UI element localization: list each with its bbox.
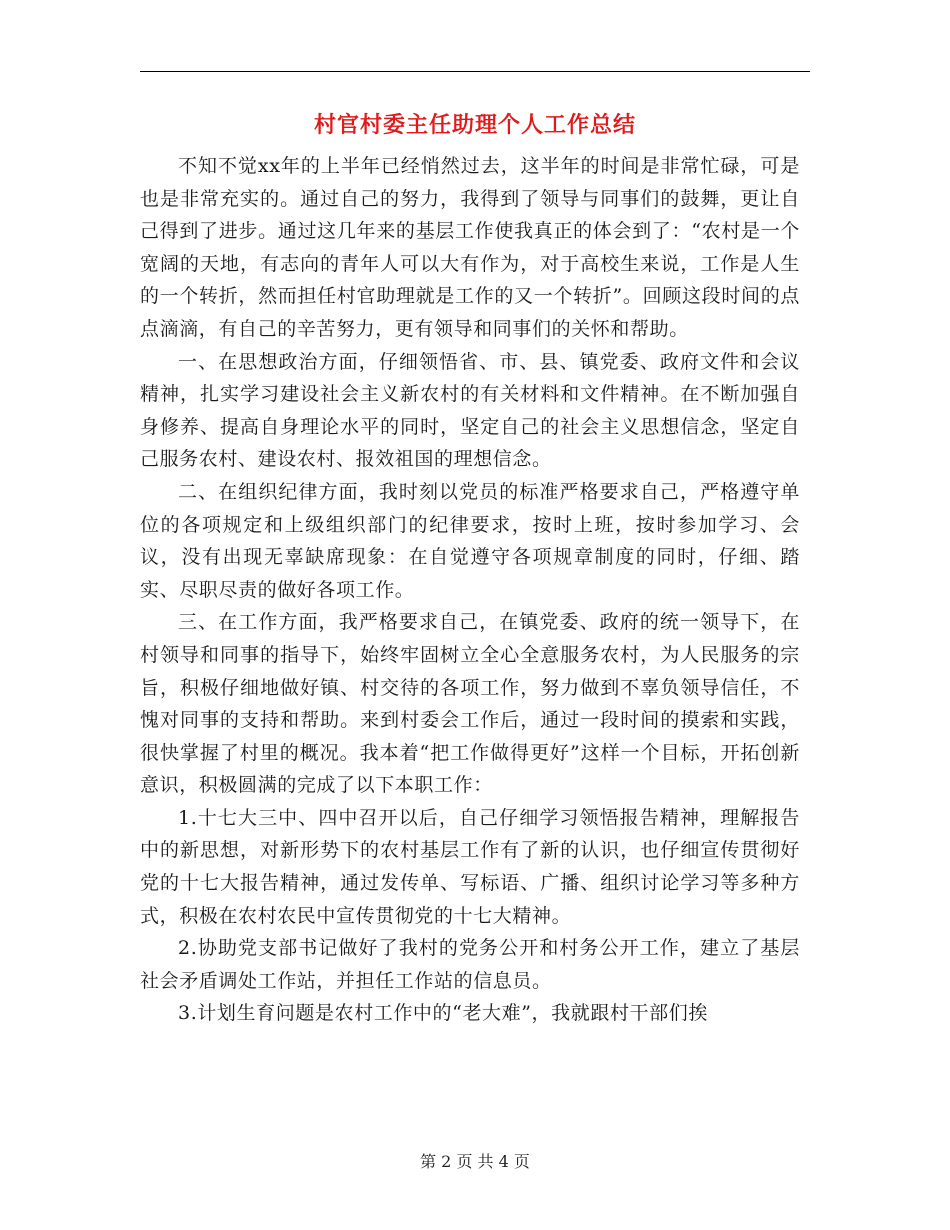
document-title: 村官村委主任助理个人工作总结 (313, 112, 636, 138)
page-number-footer: 第 2 页 共 4 页 (420, 1152, 530, 1171)
paragraph-section-1: 一、在思想政治方面，仔细领悟省、市、县、镇党委、政府文件和会议精神，扎实学习建设社会主义新农村的有关材料和文件精神。在不断加强自身修养、提高自身理论水平的同时，坚定自己的社会主义思想信念，坚定自己服务农村、建设农村、报效祖国的理想信念。 (140, 350, 800, 471)
header-rule (140, 71, 810, 72)
paragraph-item-2: 2.协助党支部书记做好了我村的党务公开和村务公开工作，建立了基层社会矛盾调处工作站，并担任工作站的信息员。 (140, 937, 800, 992)
paragraph-section-3: 三、在工作方面，我严格要求自己，在镇党委、政府的统一领导下，在村领导和同事的指导下，始终牢固树立全心全意服务农村，为人民服务的宗旨，积极仔细地做好镇、村交待的各项工作，努力做到不辜负领导信任，不愧对同事的支持和帮助。来到村委会工作后，通过一段时间的摸索和实践，很快掌握了村里的概况。我本着“把工作做得更好”这样一个目标，开拓创新意识，积极圆满的完成了以下本职工作： (140, 611, 800, 797)
paragraph-section-2: 二、在组织纪律方面，我时刻以党员的标准严格要求自己，严格遵守单位的各项规定和上级组织部门的纪律要求，按时上班，按时参加学习、会议，没有出现无辜缺席现象：在自觉遵守各项规章制度的同时，仔细、踏实、尽职尽责的做好各项工作。 (140, 480, 800, 601)
document-body (140, 150, 800, 1030)
paragraph-intro: 不知不觉xx年的上半年已经悄然过去，这半年的时间是非常忙碌，可是也是非常充实的。通过自己的努力，我得到了领导与同事们的鼓舞，更让自己得到了进步。通过这几年来的基层工作使我真正的体会到了：“农村是一个宽阔的天地，有志向的青年人可以大有作为，对于高校生来说，工作是人生的一个转折，然而担任村官助理就是工作的又一个转折”。回顾这段时间的点点滴滴，有自己的辛苦努力，更有领导和同事们的关怀和帮助。 (140, 155, 800, 340)
paragraph-item-3: 3.计划生育问题是农村工作中的“老大难”，我就跟村干部们挨 (178, 1002, 708, 1025)
paragraph-item-1: 1.十七大三中、四中召开以后，自己仔细学习领悟报告精神，理解报告中的新思想，对新形势下的农村基层工作有了新的认识，也仔细宣传贯彻好党的十七大报告精神，通过发传单、写标语、广播、组织讨论学习等多种方式，积极在农村农民中宣传贯彻党的十七大精神。 (140, 806, 800, 927)
